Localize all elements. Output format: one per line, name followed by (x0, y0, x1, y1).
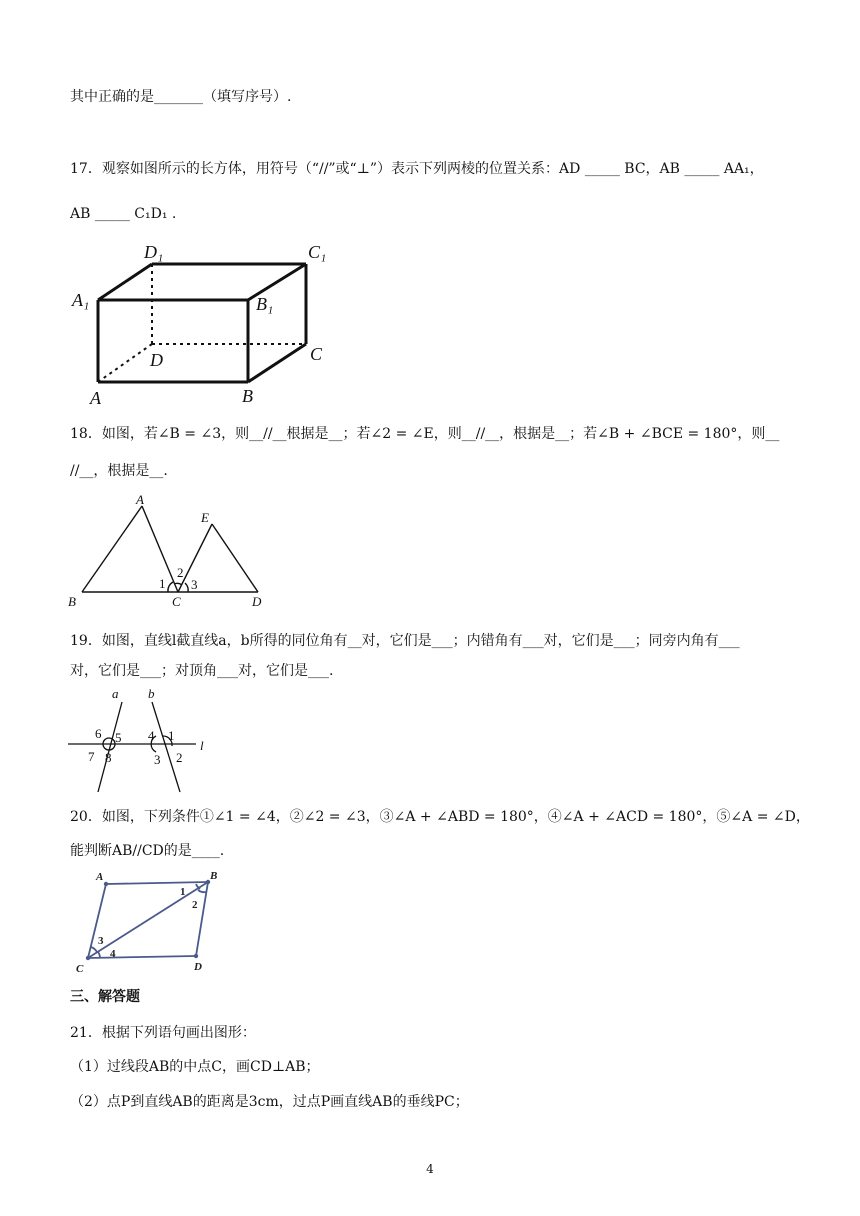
label-a: A (90, 388, 101, 408)
q17-line2: AB _____ C₁D₁ . (70, 206, 177, 222)
label-e: E (201, 510, 209, 525)
label-a: a (112, 686, 119, 701)
angle-1: 1 (180, 886, 186, 898)
angle-4: 4 (148, 728, 155, 743)
label-b: B (242, 386, 253, 406)
label-d: D (194, 961, 202, 973)
label-b: B (68, 594, 76, 609)
angle-1: 1 (159, 576, 166, 591)
q16-tail: 其中正确的是_______（填写序号）. (70, 89, 292, 105)
angle-3: 3 (154, 752, 161, 767)
section-heading: 三、解答题 (70, 989, 140, 1005)
transversal-figure (66, 686, 226, 794)
label-c: C (76, 963, 84, 975)
angle-6: 6 (95, 726, 102, 741)
angle-5: 5 (115, 730, 122, 745)
angle-4: 4 (110, 948, 116, 960)
angle-1: 1 (168, 728, 175, 743)
q20-line2: 能判断AB//CD的是____. (70, 843, 225, 859)
label-d: D (252, 594, 262, 609)
q18-line2: //__，根据是__. (70, 463, 168, 479)
angle-3: 3 (98, 935, 104, 947)
label-d1: D₁ (144, 242, 164, 262)
q20-line1: 20．如图，下列条件①∠1 = ∠4，②∠2 = ∠3，③∠A + ∠ABD = 180°，④∠A + ∠ACD = 180°，⑤∠A = ∠D， (70, 809, 810, 825)
angle-3: 3 (191, 577, 198, 592)
label-c: C (310, 344, 323, 364)
label-b: b (148, 686, 155, 701)
triangles-figure (60, 492, 280, 612)
label-c: C (172, 594, 181, 609)
angle-8: 8 (105, 750, 112, 765)
label-b1: B₁ (256, 294, 274, 314)
angle-2: 2 (177, 565, 184, 580)
label-b: B (210, 870, 218, 882)
label-a: A (96, 871, 104, 883)
cuboid-figure (70, 236, 340, 408)
q19-line1: 19．如图，直线l截直线a，b所得的同位角有__对，它们是___；内错角有___对，它们是___；同旁内角有___ (70, 633, 740, 649)
label-l: l (200, 738, 204, 753)
q19-line2: 对，它们是___；对顶角___对，它们是___. (70, 663, 334, 679)
angle-2: 2 (192, 899, 198, 911)
angle-2: 2 (176, 750, 183, 765)
label-d: D (150, 350, 163, 370)
page-number: 4 (426, 1162, 434, 1176)
angle-7: 7 (88, 749, 95, 764)
q21-stem: 21．根据下列语句画出图形： (70, 1025, 256, 1041)
q21-item1: （1）过线段AB的中点C，画CD⊥AB； (70, 1059, 320, 1075)
q17-line1: 17．观察如图所示的长方体，用符号（“//”或“⊥”）表示下列两棱的位置关系：AD _____ BC，AB _____ AA₁， (70, 161, 764, 177)
label-a: A (136, 492, 144, 507)
label-c1: C₁ (308, 242, 327, 262)
q18-line1: 18．如图，若∠B = ∠3，则__//__根据是__；若∠2 = ∠E，则__//__，根据是__；若∠B + ∠BCE = 180°，则__ (70, 426, 780, 442)
q21-item2: （2）点P到直线AB的距离是3cm，过点P画直线AB的垂线PC； (70, 1094, 469, 1110)
parallelogram-figure (70, 868, 230, 976)
label-a1: A₁ (72, 290, 90, 310)
